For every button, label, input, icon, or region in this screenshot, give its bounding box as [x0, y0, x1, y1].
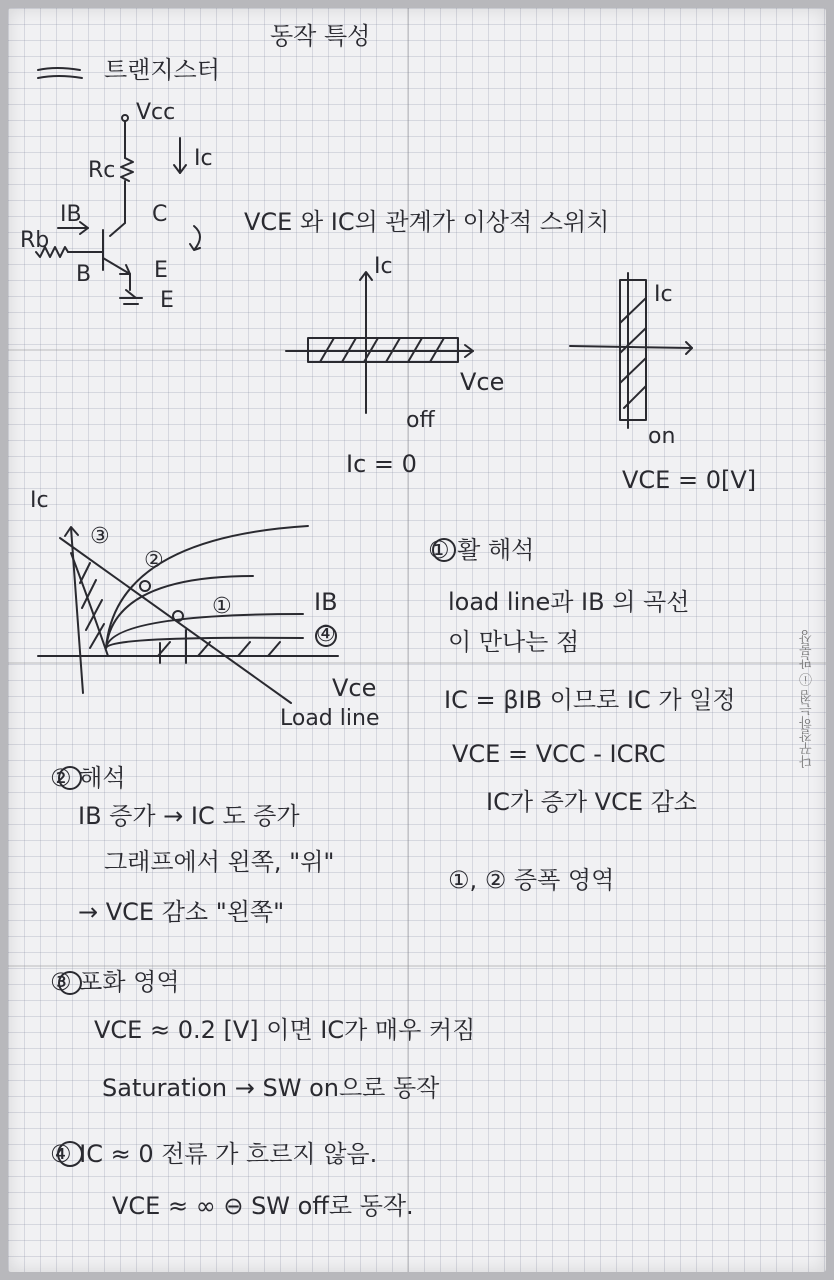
on-condition: VCE = 0[V] — [622, 466, 757, 494]
off-state-label: off — [406, 408, 435, 433]
circuit-ib-label: IB — [60, 202, 82, 227]
page-heading: 트랜지스터 — [104, 56, 220, 84]
on-state-label: on — [648, 424, 676, 449]
note1-line: IC가 증가 VCE 감소 — [486, 788, 697, 816]
note3-line: Saturation → SW on으로 동작 — [102, 1074, 440, 1102]
note2-title: ② 해석 — [50, 764, 126, 792]
off-state-graph — [286, 272, 473, 413]
note1-title: ① 활 해석 — [428, 536, 535, 564]
note4-line: VCE ≈ ∞ ⊖ SW off로 동작. — [112, 1192, 414, 1220]
circuit-b-label: B — [76, 262, 92, 287]
circuit-ic-label: Ic — [194, 146, 213, 171]
char-mark-2: ② — [144, 548, 164, 573]
note1-line: ①, ② 증폭 영역 — [448, 866, 615, 894]
note3-line: VCE ≈ 0.2 [V] 이면 IC가 매우 커짐 — [94, 1016, 476, 1044]
off-graph-y-label: Ic — [374, 254, 393, 279]
char-mark-1: ① — [212, 594, 232, 619]
char-graph-x-label: Vce — [332, 674, 377, 702]
note3-title: ③ 포화 영역 — [50, 968, 180, 996]
circuit-rb-label: Rb — [20, 228, 50, 253]
circuit-c-label: C — [152, 202, 168, 227]
on-graph-y-label: Ic — [654, 282, 673, 307]
note2-line: IB 증가 → IC 도 증가 — [78, 802, 300, 830]
relation-note: VCE 와 IC의 관계가 이상적 스위치 — [244, 208, 610, 236]
char-graph-ib-label: IB — [314, 588, 338, 616]
note1-line: 이 만나는 점 — [448, 628, 580, 656]
characteristic-graph — [38, 526, 338, 703]
side-label: 다꾸잘하는점 ⓘ 만물상 — [800, 629, 815, 768]
note2-line: 그래프에서 왼쪽, "위" — [104, 848, 335, 876]
char-mark-4: ④ — [316, 622, 336, 647]
note2-line: → VCE 감소 "왼쪽" — [78, 898, 285, 926]
note4-title: ④ IC ≈ 0 전류 가 흐르지 않음. — [50, 1140, 378, 1168]
ground-e-label: E — [160, 288, 174, 313]
strike-mark — [38, 68, 82, 78]
circuit-e-label: E — [154, 258, 168, 283]
section-title: 동작 특성 — [270, 22, 371, 50]
note1-line: IC = βIB 이므로 IC 가 일정 — [444, 686, 736, 714]
char-graph-y-label: Ic — [30, 488, 49, 513]
note1-line: VCE = VCC - ICRC — [452, 740, 666, 768]
off-condition: Ic = 0 — [346, 450, 417, 478]
circuit-vcc-label: Vcc — [136, 100, 176, 125]
load-line-label: Load line — [280, 706, 380, 731]
note1-line: load line과 IB 의 곡선 — [448, 588, 690, 616]
notebook-page — [8, 8, 826, 1272]
char-mark-3: ③ — [90, 524, 110, 549]
circuit-rc-label: Rc — [88, 158, 116, 183]
off-graph-x-label: Vce — [460, 368, 505, 396]
